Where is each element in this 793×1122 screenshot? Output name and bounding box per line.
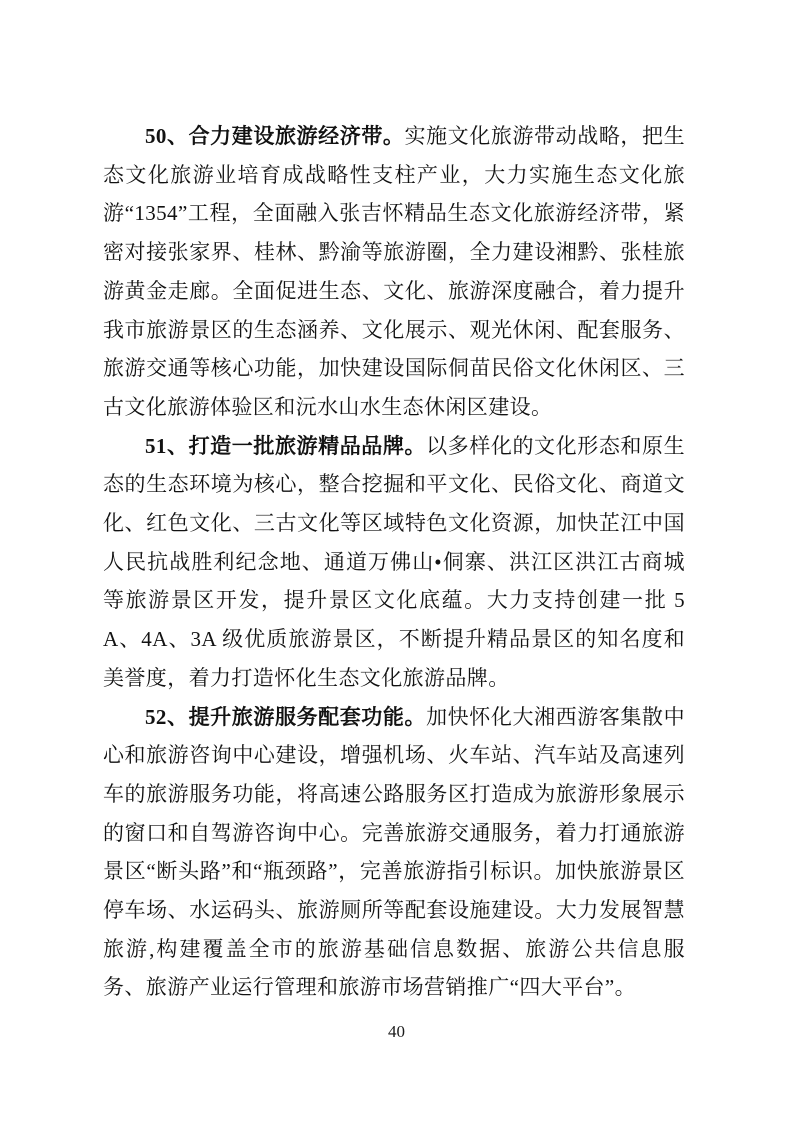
paragraph-51-heading: 51、打造一批旅游精品品牌。 [145, 433, 427, 458]
paragraph-50-heading: 50、合力建设旅游经济带。 [145, 124, 405, 148]
paragraph-item-50 [103, 117, 685, 427]
paragraph-item-52 [103, 698, 685, 1008]
paragraph-50-body: 实施文化旅游带动战略，把生态文化旅游业培育成战略性支柱产业，大力实施生态文化旅游“1354”工程，全面融入张吉怀精品生态文化旅游经济带，紧密对接张家界、桂林、黔渝等旅游圈，全力建设湘黔、张桂旅游黄金走廊。全面促进生态、文化、旅游深度融合，着力提升我市旅游景区的生态涵养、文化展示、观光休闲、配套服务、旅游交通等核心功能，加快建设国际侗苗民俗文化休闲区、三古文化旅游体验区和沅水山水生态休闲区建设。 [103, 124, 685, 419]
page-number: 40 [388, 1022, 405, 1041]
paragraph-51-body: 以多样化的文化形态和原生态的生态环境为核心，整合挖掘和平文化、民俗文化、商道文化、红色文化、三古文化等区域特色文化资源，加快芷江中国人民抗战胜利纪念地、通道万佛山•侗寨、洪江区洪江古商城等旅游景区开发，提升景区文化底蕴。大力支持创建一批 5A、4A、3A 级优质旅游景区，不断提升精品景区的知名度和美誉度，着力打造怀化生态文化旅游品牌。 [103, 433, 685, 690]
paragraph-52-heading: 52、提升旅游服务配套功能。 [145, 704, 427, 729]
paragraph-52-body: 加快怀化大湘西游客集散中心和旅游咨询中心建设，增强机场、火车站、汽车站及高速列车的旅游服务功能，将高速公路服务区打造成为旅游形象展示的窗口和自驾游咨询中心。完善旅游交通服务，着力打通旅游景区“断头路”和“瓶颈路”，完善旅游指引标识。加快旅游景区停车场、水运码头、旅游厕所等配套设施建设。大力发展智慧旅游,构建覆盖全市的旅游基础信息数据、旅游公共信息服务、旅游产业运行管理和旅游市场营销推广“四大平台”。 [103, 704, 685, 1000]
document-body [103, 117, 685, 1007]
paragraph-item-51 [103, 427, 685, 698]
